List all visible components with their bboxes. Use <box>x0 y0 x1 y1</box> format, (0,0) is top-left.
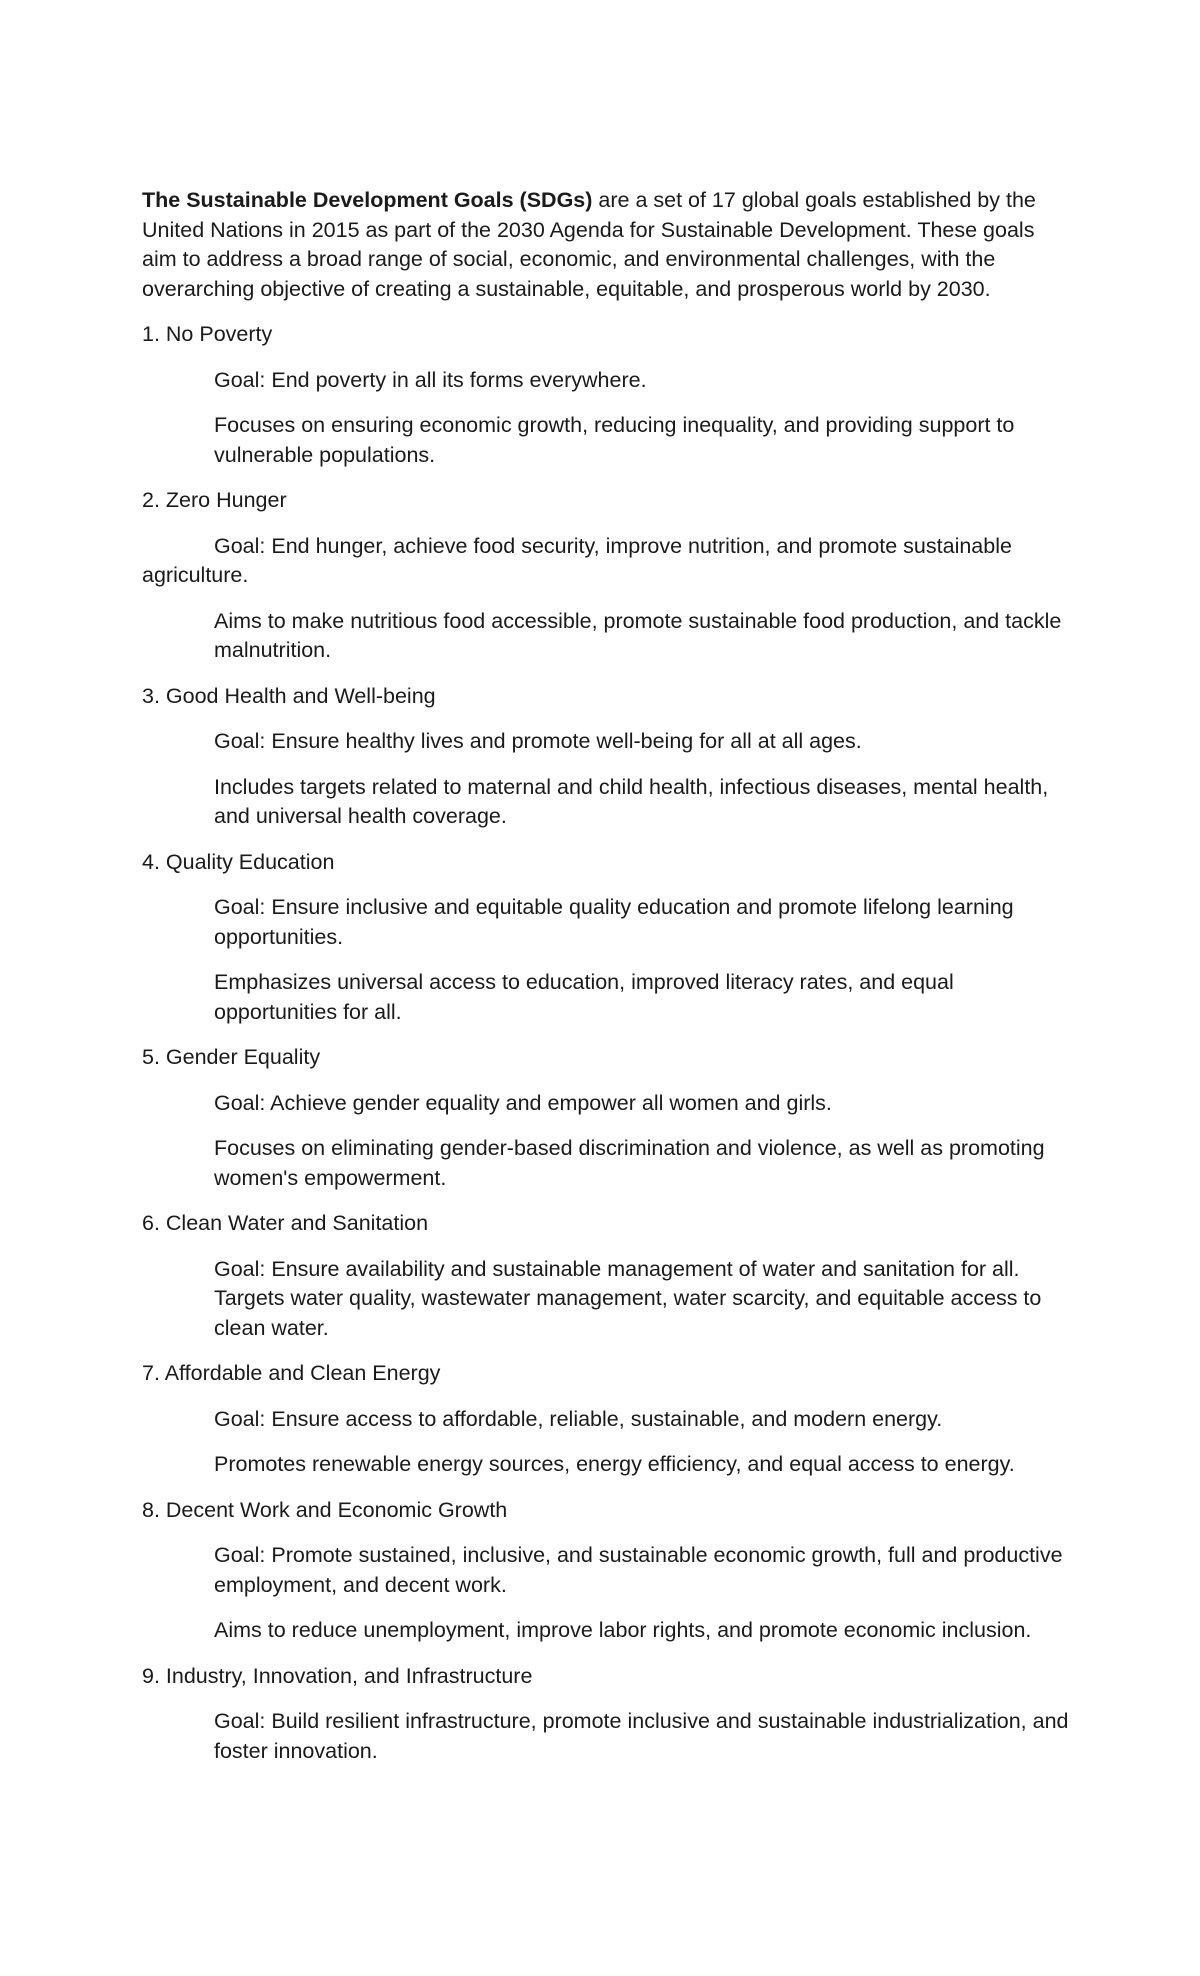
intro-bold-term: The Sustainable Development Goals (SDGs) <box>142 188 593 212</box>
goal-4-heading: 4. Quality Education <box>142 849 335 874</box>
goal-9-statement: Goal: Build resilient infrastructure, promote inclusive and sustainable industrialization, and foster innovation. <box>214 1709 1069 1763</box>
goal-6-heading: 6. Clean Water and Sanitation <box>142 1211 429 1235</box>
goal-2-heading: 2. Zero Hunger <box>142 488 287 512</box>
goal-3-heading: 3. Good Health and Well-being <box>142 683 436 708</box>
goal-5-detail: Focuses on eliminating gender-based discrimination and violence, as well as promoting women's empowerment. <box>214 1136 1045 1190</box>
goal-1-detail: Focuses on ensuring economic growth, reducing inequality, and providing support to vulnerable populations. <box>214 413 1015 467</box>
goal-3-detail: Includes targets related to maternal and child health, infectious diseases, mental health, and universal health coverage. <box>214 774 1049 828</box>
goal-6-statement: Goal: Ensure availability and sustainable management of water and sanitation for all. Targets water quality, wastewater management, water scarcity, and equitable access to clean water. <box>214 1256 1042 1340</box>
goal-5-statement: Goal: Achieve gender equality and empower all women and girls. <box>214 1090 832 1115</box>
document-page <box>142 186 1072 1782</box>
goal-9-heading: 9. Industry, Innovation, and Infrastructure <box>142 1663 533 1688</box>
intro-paragraph <box>142 186 1072 304</box>
goal-2-detail: Aims to make nutritious food accessible, promote sustainable food production, and tackle malnutrition. <box>214 608 1062 662</box>
goal-8-heading: 8. Decent Work and Economic Growth <box>142 1497 508 1522</box>
goal-7-detail: Promotes renewable energy sources, energy efficiency, and equal access to energy. <box>214 1452 1015 1476</box>
goal-8-detail: Aims to reduce unemployment, improve labor rights, and promote economic inclusion. <box>214 1618 1032 1642</box>
goal-4-statement: Goal: Ensure inclusive and equitable quality education and promote lifelong learning opportunities. <box>214 895 1014 949</box>
goal-7-statement: Goal: Ensure access to affordable, reliable, sustainable, and modern energy. <box>214 1406 943 1431</box>
intro-text: are a set of 17 global goals established by the United Nations in 2015 as part of the 2030 Agenda for Sustainable Development. These goals aim to address a broad range of social, economic, and environmental challenges, with the overarching objective of creating a sustainable, equitable, and prosperous world by 2030. <box>142 188 1036 301</box>
goal-7-heading: 7. Affordable and Clean Energy <box>142 1361 441 1385</box>
goal-1-statement: Goal: End poverty in all its forms everywhere. <box>214 367 647 392</box>
goal-5-heading: 5. Gender Equality <box>142 1045 321 1069</box>
goal-3-statement: Goal: Ensure healthy lives and promote well-being for all at all ages. <box>214 729 862 753</box>
goal-8-statement: Goal: Promote sustained, inclusive, and sustainable economic growth, full and productive employment, and decent work. <box>214 1543 1063 1597</box>
goal-2-statement: Goal: End hunger, achieve food security, improve nutrition, and promote sustainable agriculture. <box>142 533 1012 587</box>
goal-4-detail: Emphasizes universal access to education, improved literacy rates, and equal opportunities for all. <box>214 970 954 1024</box>
goal-1-heading: 1. No Poverty <box>142 322 273 346</box>
